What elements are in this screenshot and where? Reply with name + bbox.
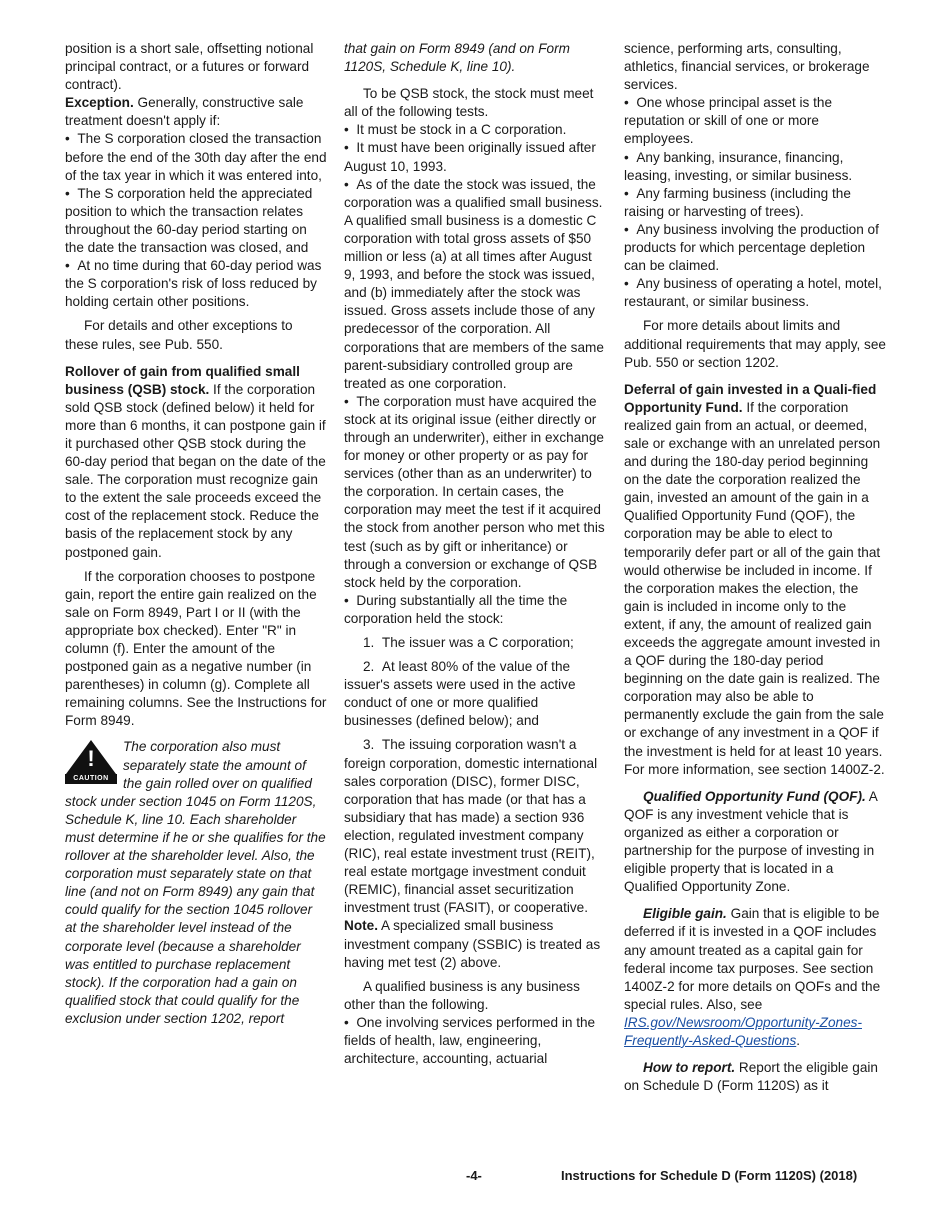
- qof-text: If the corporation realized gain from an actual, or deemed, sale or exchange with an unrelated person and during the 180-day period beginning on the date the corporation realized the gain, invested an amount of the gain in a Qualified Opportunity Fund (QOF), the corporation may be able to elect to temporarily defer part or all of the gain that would otherwise be included in income. If the corporation makes the election, the gain is included in income only to the extent, if any, the amount of realized gain exceeds the aggregate amount invested in a QOF during the 180-day period beginning on the date gain is realized. The corporation may also be able to permanently exclude the gain from the sale or exchange of any investment in a QOF if the investment is held for at least 10 years. For more information, see section 1400Z-2.: [624, 399, 885, 777]
- qsb-text: If the corporation sold QSB stock (defined below) it held for more than 6 months, it can postpone gain if it purchased other QSB stock during the 60-day period that began on the date of the sale. The corporation must recognize gain to the extent the sale proceeds exceed the cost of the replacement stock. Reduce the basis of the replacement stock by any postponed gain.: [65, 381, 326, 560]
- bullet-item: • One involving services performed in the fields of health, law, engineering, architecture, accounting, actuarial: [344, 1014, 606, 1068]
- how-to-report: [624, 1059, 886, 1095]
- note-paragraph: [344, 917, 606, 971]
- bullet-item: • During substantially all the time the corporation held the stock:: [344, 592, 606, 628]
- paragraph: that gain on Form 8949 (and on Form 1120S, Schedule K, line 10).: [344, 41, 570, 75]
- paragraph: For details and other exceptions to these rules, see Pub. 550.: [65, 318, 293, 352]
- footer-title: Instructions for Schedule D (Form 1120S) (2018): [561, 1168, 858, 1183]
- how-to-report-text: Report the eligible gain on Schedule D (Form 1120S) as it: [624, 1060, 878, 1094]
- bullet-item: • Any banking, insurance, financing, leasing, investing, or similar business.: [624, 149, 886, 185]
- numbered-item: 3. The issuing corporation wasn't a foreign corporation, domestic international sales corporation (DISC), former DISC, corporation that has made (or that has a subsidiary that has made) a section 936 election, regulated investment company (RIC), real estate investment trust (REIT), real estate mortgage investment conduit (REMIC), financial asset securitization investment trust (FASIT), or cooperative.: [344, 737, 598, 916]
- bullet-item: • Any business involving the production of products for which percentage depletion can be claimed.: [624, 221, 886, 275]
- bullet-item: • At no time during that 60-day period was the S corporation's risk of loss reduced by holding certain other positions.: [65, 257, 327, 311]
- qof-heading: Deferral of gain invested in a Quali-fied Opportunity Fund.: [624, 381, 877, 415]
- eligible-gain-text: Gain that is eligible to be deferred if it is invested in a QOF includes any amount treated as a capital gain for federal income tax purposes. See section 1400Z-2 for more details on QOFs and the special rules. Also, see: [624, 906, 881, 1012]
- exception-paragraph: [65, 94, 327, 130]
- paragraph: position is a short sale, offsetting notional principal contract, or a futures or forward contract).: [65, 41, 314, 93]
- caution-label: CAUTION: [65, 774, 117, 784]
- column-2: [344, 40, 606, 1068]
- how-to-report-heading: How to report.: [643, 1060, 736, 1076]
- exception-label: Exception.: [65, 95, 134, 111]
- paragraph: If the corporation chooses to postpone gain, report the entire gain realized on the sale on Form 8949, Part I or II (with the appropriate box checked). Enter "R" in column (f). Enter the amount of the postponed gain as a negative number (in parentheses) in column (g). Complete all remaining columns. See the Instructions for Form 8949.: [65, 568, 327, 729]
- bullet-item: • It must be stock in a C corporation.: [344, 121, 606, 139]
- paragraph: To be QSB stock, the stock must meet all of the following tests.: [344, 86, 594, 120]
- irs-qoz-faq-link[interactable]: IRS.gov/Newsroom/Opportunity-Zones-Frequently-Asked-Questions: [624, 1014, 862, 1048]
- qof-definition-text: A QOF is any investment vehicle that is organized as either a corporation or partnership for the purpose of investing in eligible property that is located in a Qualified Opportunity Zone.: [624, 788, 878, 895]
- note-label: Note.: [344, 918, 378, 934]
- caution-mark: !: [87, 746, 95, 772]
- page-number: -4-: [466, 1168, 482, 1183]
- bullet-item: • Any farming business (including the raising or harvesting of trees).: [624, 185, 886, 221]
- paragraph: science, performing arts, consulting, athletics, financial services, or brokerage services.: [624, 41, 870, 93]
- bullet-item: • It must have been originally issued after August 10, 1993.: [344, 139, 606, 175]
- numbered-item: 1. The issuer was a C corporation;: [363, 635, 574, 650]
- caution-text: The corporation also must separately state the amount of the gain rolled over on qualified stock under section 1045 on Form 1120S, Schedule K, line 10. Each shareholder must determine if he or she qualifies for the rollover at the shareholder level. Also, the corporation must separately state on that line (and not on Form 8949) any gain that could qualify for the section 1045 rollover at the shareholder level instead of the corporate level (because a shareholder was entitled to purchase replacement stock). If the corporation had a gain on qualified stock that could qualify for the exclusion under section 1202, report: [65, 739, 326, 1026]
- caution-note: [65, 738, 327, 1028]
- exception-text: Generally, constructive sale treatment doesn't apply if:: [65, 95, 304, 129]
- caution-icon: [65, 740, 117, 784]
- paragraph: For more details about limits and additional requirements that may apply, see Pub. 550 or section 1202.: [624, 318, 886, 370]
- qof-section: [624, 381, 886, 779]
- column-1: [65, 40, 327, 1028]
- eligible-gain: [624, 905, 886, 1050]
- paragraph: A qualified business is any business other than the following.: [344, 978, 580, 1012]
- bullet-item: • Any business of operating a hotel, motel, restaurant, or similar business.: [624, 275, 886, 311]
- numbered-item: 2. At least 80% of the value of the issuer's assets were used in the active conduct of one or more qualified businesses (defined below); and: [344, 659, 576, 729]
- eligible-gain-heading: Eligible gain.: [643, 906, 727, 922]
- column-3: [624, 40, 886, 1095]
- qsb-heading: Rollover of gain from qualified small business (QSB) stock.: [65, 363, 300, 397]
- bullet-item: • As of the date the stock was issued, the corporation was a qualified small business. A qualified small business is a domestic C corporation with total gross assets of $50 million or less (a) at all times after August 9, 1993, and before the stock was issued, and (b) immediately after the stock was issued. Gross assets include those of any predecessor of the corporation. All corporations that are members of the same parent-subsidiary controlled group are treated as one corporation.: [344, 176, 606, 393]
- qsb-section: [65, 363, 327, 562]
- qof-definition-heading: Qualified Opportunity Fund (QOF).: [643, 788, 866, 804]
- bullet-item: • The corporation must have acquired the stock at its original issue (either directly or through an underwriter), either in exchange for money or other property or as pay for services (other than as an underwriter) to the corporation. In certain cases, the corporation may meet the test if it acquired the stock from another person who met this test (such as by gift or inheritance) or through a conversion or exchange of QSB stock held by the corporation.: [344, 393, 606, 592]
- note-text: A specialized small business investment company (SSBIC) is treated as having met test (2) above.: [344, 918, 601, 970]
- qof-definition: [624, 788, 886, 897]
- bullet-item: • The S corporation held the appreciated position to which the transaction relates throughout the 60-day period starting on the date the transaction was closed, and: [65, 185, 327, 257]
- bullet-item: • One whose principal asset is the reputation or skill of one or more employees.: [624, 94, 886, 148]
- bullet-item: • The S corporation closed the transaction before the end of the 30th day after the end of the tax year in which it was entered into,: [65, 130, 327, 184]
- period: .: [796, 1032, 801, 1048]
